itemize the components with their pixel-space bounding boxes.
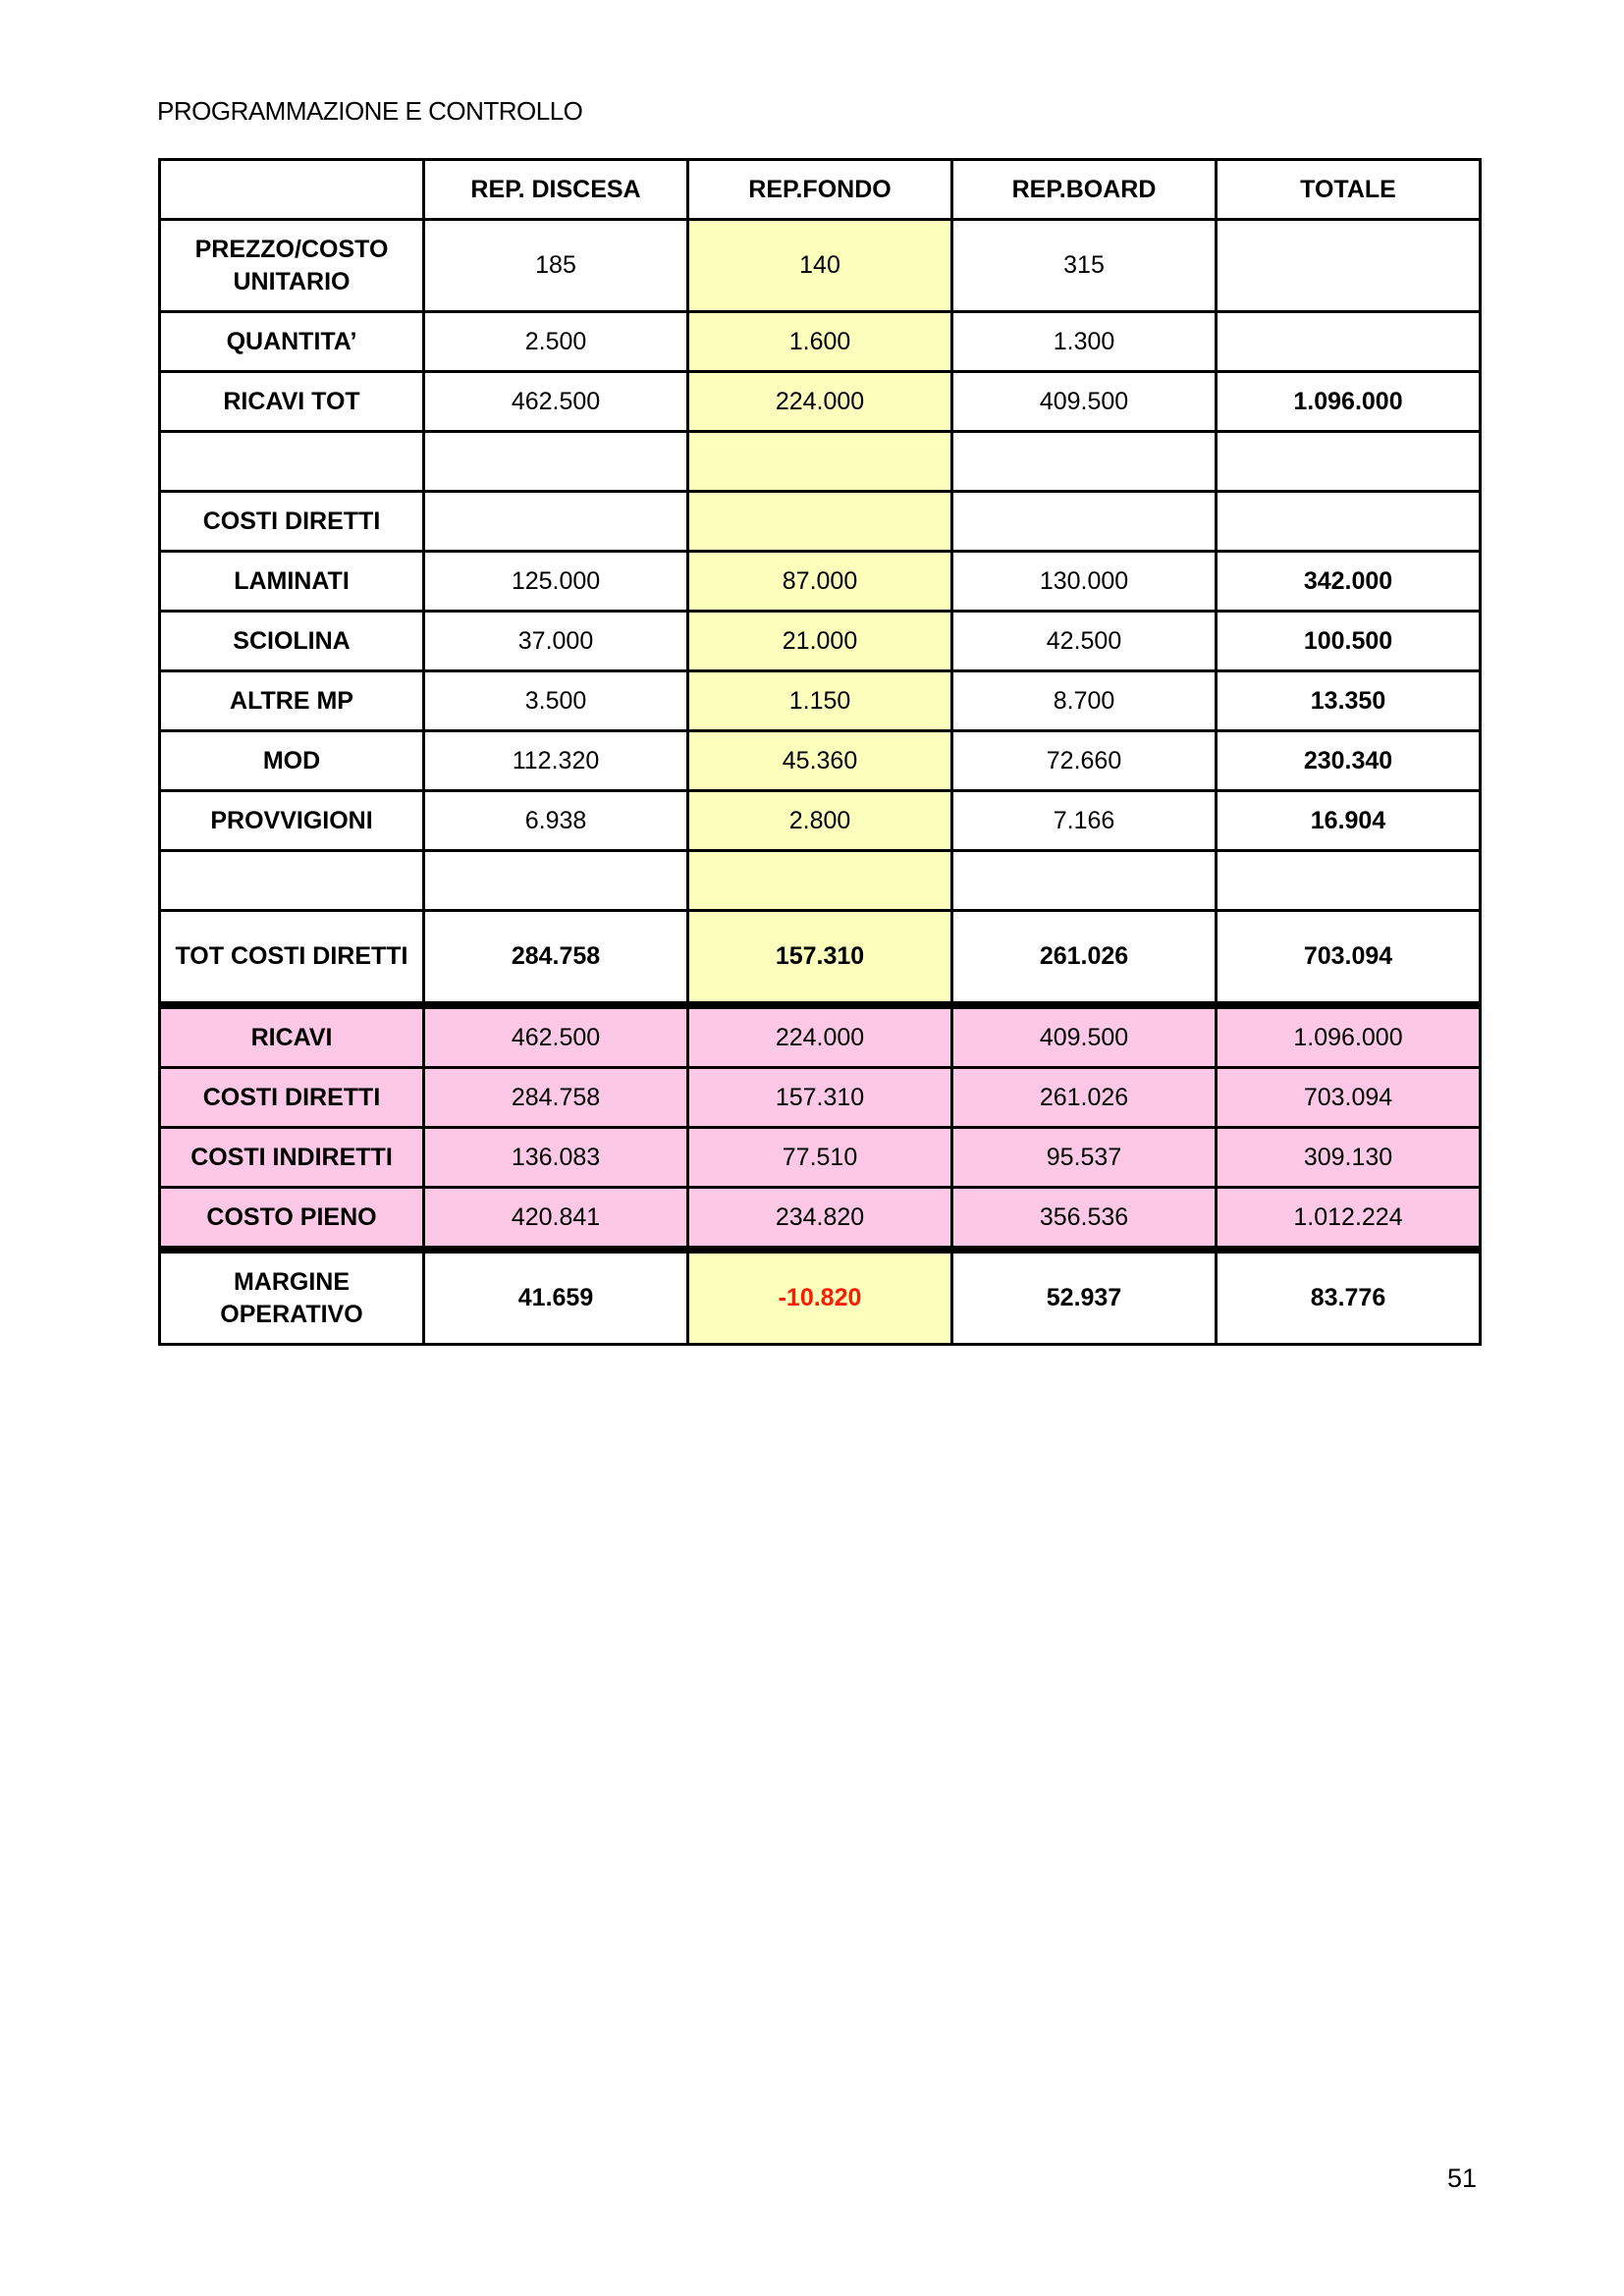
row-label: COSTI DIRETTI	[160, 492, 424, 552]
cell-board: 356.536	[952, 1188, 1217, 1251]
empty-cell	[1217, 432, 1481, 492]
cell-fondo: 21.000	[688, 612, 952, 671]
row-label: COSTO PIENO	[160, 1188, 424, 1251]
empty-cell	[1217, 851, 1481, 911]
row-label: RICAVI	[160, 1005, 424, 1068]
row-label: ALTRE MP	[160, 671, 424, 731]
page-number: 51	[1446, 2163, 1477, 2193]
cell-fondo: 234.820	[688, 1188, 952, 1251]
cell-totale: 230.340	[1217, 731, 1481, 791]
table-row-quantita	[160, 312, 1481, 372]
cell-discesa: 462.500	[424, 372, 688, 432]
cell-board: 1.300	[952, 312, 1217, 372]
empty-cell	[424, 432, 688, 492]
cell-board: 409.500	[952, 1005, 1217, 1068]
empty-cell	[952, 432, 1217, 492]
table-row-tot-costi-diretti	[160, 911, 1481, 1006]
table-row-costo-pieno	[160, 1188, 1481, 1251]
header-empty-cell	[160, 160, 424, 220]
empty-cell	[424, 851, 688, 911]
empty-cell	[160, 432, 424, 492]
cell-totale: 342.000	[1217, 552, 1481, 612]
cell-fondo: 157.310	[688, 911, 952, 1006]
cell-board: 409.500	[952, 372, 1217, 432]
cell-discesa: 185	[424, 220, 688, 312]
cell-discesa: 112.320	[424, 731, 688, 791]
cell-totale: 13.350	[1217, 671, 1481, 731]
row-label: MOD	[160, 731, 424, 791]
table-row-costi-diretti-heading	[160, 492, 1481, 552]
cell-discesa: 136.083	[424, 1128, 688, 1188]
row-label: PROVVIGIONI	[160, 791, 424, 851]
cell-totale	[1217, 312, 1481, 372]
empty-cell	[952, 492, 1217, 552]
cell-board: 95.537	[952, 1128, 1217, 1188]
cell-fondo: 1.150	[688, 671, 952, 731]
column-header-discesa: REP. DISCESA	[424, 160, 688, 220]
cell-discesa: 2.500	[424, 312, 688, 372]
cell-discesa: 462.500	[424, 1005, 688, 1068]
cell-fondo: 1.600	[688, 312, 952, 372]
column-header-board: REP.BOARD	[952, 160, 1217, 220]
table-row-sciolina	[160, 612, 1481, 671]
page-header-title: PROGRAMMAZIONE E CONTROLLO	[157, 96, 583, 126]
cell-totale: 703.094	[1217, 911, 1481, 1006]
empty-cell	[688, 851, 952, 911]
cell-board: 261.026	[952, 1068, 1217, 1128]
row-label: MARGINE OPERATIVO	[160, 1250, 424, 1345]
empty-cell	[424, 492, 688, 552]
cell-discesa: 420.841	[424, 1188, 688, 1251]
cell-totale: 16.904	[1217, 791, 1481, 851]
empty-cell	[160, 851, 424, 911]
cell-board: 52.937	[952, 1250, 1217, 1345]
empty-cell	[952, 851, 1217, 911]
row-label: COSTI DIRETTI	[160, 1068, 424, 1128]
cell-totale: 309.130	[1217, 1128, 1481, 1188]
cell-discesa: 284.758	[424, 1068, 688, 1128]
row-label: RICAVI TOT	[160, 372, 424, 432]
column-header-totale: TOTALE	[1217, 160, 1481, 220]
column-header-fondo: REP.FONDO	[688, 160, 952, 220]
row-label: TOT COSTI DIRETTI	[160, 911, 424, 1006]
cell-totale: 83.776	[1217, 1250, 1481, 1345]
table-row-costi-indiretti	[160, 1128, 1481, 1188]
cell-totale	[1217, 220, 1481, 312]
table-row-empty	[160, 432, 1481, 492]
table-row-ricavi	[160, 1005, 1481, 1068]
empty-cell	[1217, 492, 1481, 552]
cell-board: 72.660	[952, 731, 1217, 791]
table-row-empty	[160, 851, 1481, 911]
table-row-ricavi-tot	[160, 372, 1481, 432]
cell-discesa: 3.500	[424, 671, 688, 731]
cell-fondo: 45.360	[688, 731, 952, 791]
cell-board: 7.166	[952, 791, 1217, 851]
row-label: SCIOLINA	[160, 612, 424, 671]
cell-board: 315	[952, 220, 1217, 312]
table-row-laminati	[160, 552, 1481, 612]
empty-cell	[688, 492, 952, 552]
cell-board: 130.000	[952, 552, 1217, 612]
cell-totale: 1.012.224	[1217, 1188, 1481, 1251]
row-label: PREZZO/COSTO UNITARIO	[160, 220, 424, 312]
cell-discesa: 37.000	[424, 612, 688, 671]
cell-discesa: 41.659	[424, 1250, 688, 1345]
cell-fondo: 140	[688, 220, 952, 312]
cell-fondo: 224.000	[688, 372, 952, 432]
table-row-prezzo	[160, 220, 1481, 312]
cell-fondo: 77.510	[688, 1128, 952, 1188]
table-row-mod	[160, 731, 1481, 791]
cell-board: 42.500	[952, 612, 1217, 671]
cell-totale: 1.096.000	[1217, 372, 1481, 432]
cell-fondo-negative: -10.820	[688, 1250, 952, 1345]
cell-fondo: 2.800	[688, 791, 952, 851]
table-row-provvigioni	[160, 791, 1481, 851]
cell-discesa: 6.938	[424, 791, 688, 851]
cell-totale: 703.094	[1217, 1068, 1481, 1128]
cell-fondo: 87.000	[688, 552, 952, 612]
row-label: LAMINATI	[160, 552, 424, 612]
cell-board: 8.700	[952, 671, 1217, 731]
cell-board: 261.026	[952, 911, 1217, 1006]
table-row-costi-diretti	[160, 1068, 1481, 1128]
cell-fondo: 224.000	[688, 1005, 952, 1068]
cell-totale: 100.500	[1217, 612, 1481, 671]
cell-discesa: 284.758	[424, 911, 688, 1006]
empty-cell	[688, 432, 952, 492]
table-row-margine-operativo	[160, 1250, 1481, 1345]
table-row-altre-mp	[160, 671, 1481, 731]
row-label: COSTI INDIRETTI	[160, 1128, 424, 1188]
cell-fondo: 157.310	[688, 1068, 952, 1128]
row-label: QUANTITA’	[160, 312, 424, 372]
table-header-row	[160, 160, 1481, 220]
cell-totale: 1.096.000	[1217, 1005, 1481, 1068]
cell-discesa: 125.000	[424, 552, 688, 612]
cost-table	[158, 158, 1482, 1346]
